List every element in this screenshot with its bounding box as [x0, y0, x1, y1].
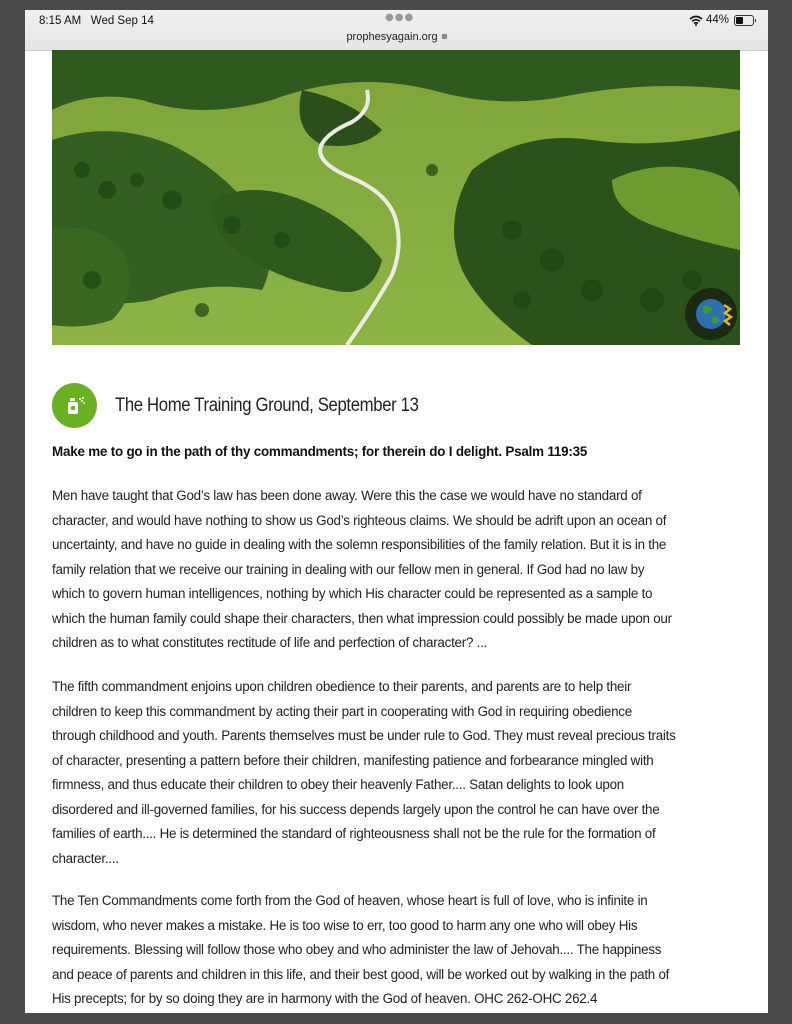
lock-icon	[442, 34, 447, 39]
saved-to-serve-logo	[684, 287, 738, 341]
paragraph-line: requirements. Blessing will follow those who obey and who administer the law of Jehovah.... The happiness	[52, 942, 662, 957]
battery-percent: 44%	[705, 14, 729, 26]
paragraph-line: firmness, and thus educate their children to obey their heavenly Father.... Satan delights to look upon	[52, 777, 624, 792]
spray-bottle-icon	[64, 395, 86, 417]
battery-icon	[734, 15, 754, 26]
paragraph-line: of character, presenting a pattern before their children, manifesting patience and forbearance mingled with	[52, 752, 654, 768]
paragraph-line: and peace of parents and children in this life, and their best good, will be worked out by walking in the path of	[52, 966, 670, 982]
browser-window	[25, 10, 768, 1013]
category-badge	[52, 383, 97, 428]
paragraph-line: which the human family could shape their characters, then what impression could possibly be made upon our	[52, 610, 672, 626]
article-header	[52, 383, 460, 428]
paragraph-line: family relation that we receive our training in dealing with our fellow men in general. If God had no law by	[52, 561, 645, 577]
article-paragraph-2	[52, 675, 752, 871]
paragraph-line: The Ten Commandments come forth from the God of heaven, whose heart is full of love, who is infinite in	[52, 893, 648, 908]
status-date: Wed Sep 14	[90, 15, 154, 27]
paragraph-line: character....	[52, 850, 119, 866]
status-time-date	[39, 15, 154, 27]
paragraph-line: wisdom, who never makes a mistake. He is too wise to err, too good to harm any one who will obey His	[52, 917, 638, 933]
landscape-image	[52, 50, 740, 345]
wifi-icon	[689, 15, 703, 26]
scripture-verse: Make me to go in the path of thy commandments; for therein do I delight. Psalm 119:35	[52, 444, 588, 459]
more-dots-icon[interactable]: ●●●	[385, 12, 415, 23]
address-bar[interactable]	[25, 31, 768, 43]
status-indicators	[689, 14, 754, 26]
paragraph-line: The fifth commandment enjoins upon children obedience to their parents, and parents are to help their	[52, 679, 632, 694]
article-title: The Home Training Ground, September 13	[115, 394, 419, 416]
paragraph-line: which to govern human intelligences, nothing by which His character could be represented as a sample to	[52, 586, 653, 601]
article-paragraph-1	[52, 484, 752, 656]
paragraph-line: through childhood and youth. Parents themselves must be under rule to God. They must reveal precious traits	[52, 728, 676, 743]
paragraph-line: Men have taught that God’s law has been done away. Were this the case we would have no standard of	[52, 488, 642, 503]
paragraph-line: families of earth.... He is determined the standard of righteousness shall not be the rule for the formation of	[52, 826, 656, 841]
paragraph-line: children to keep this commandment by acting their part in cooperating with God in requiring obedience	[52, 703, 632, 719]
status-time: 8:15 AM	[39, 15, 82, 27]
status-bar	[25, 10, 768, 51]
url-text[interactable]: prophesyagain.org	[346, 31, 438, 43]
paragraph-line: children as to what constitutes rectitude of life and perfection of character? ...	[52, 635, 488, 650]
paragraph-line: uncertainty, and have no guide in dealing with the solemn responsibilities of the family relation. But it is in the	[52, 537, 667, 552]
battery-level-fill	[736, 17, 743, 24]
paragraph-line: disordered and ill-governed families, for his success depends largely upon the control he can have over the	[52, 801, 660, 817]
paragraph-line: character, and would have nothing to show us God’s righteous claims. We should be adrift upon an ocean of	[52, 512, 667, 528]
article-paragraph-3	[52, 889, 752, 1012]
paragraph-line: His precepts; for by so doing they are in harmony with the God of heaven. OHC 262-OHC 262.4	[52, 991, 598, 1006]
hero-image	[52, 50, 740, 345]
